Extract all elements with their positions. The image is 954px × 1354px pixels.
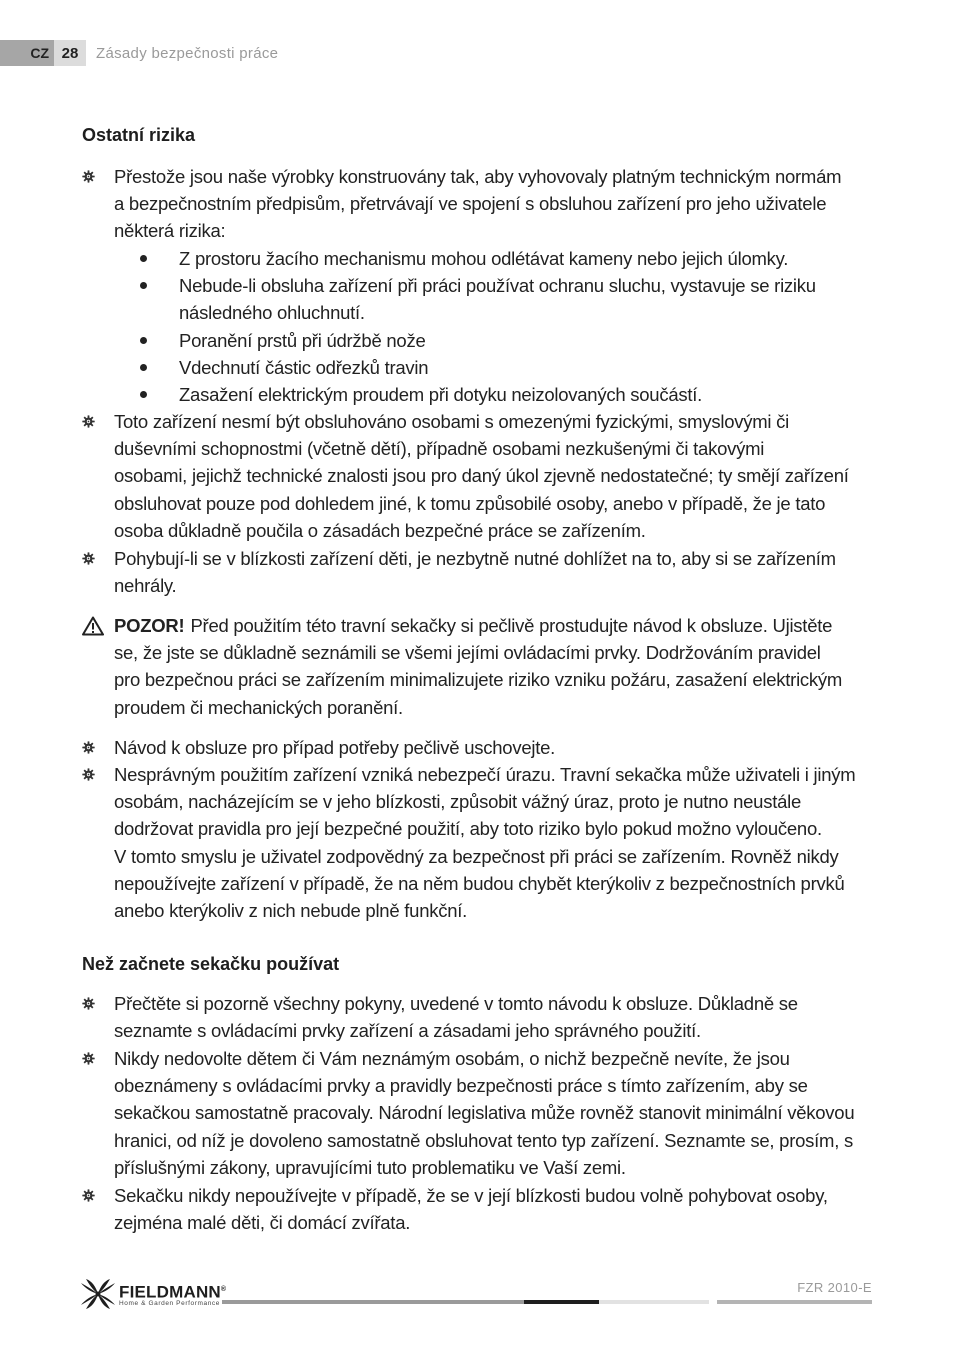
page-number: 28 [54,40,86,66]
fan-logo-icon [80,1277,116,1311]
brand-tagline: Home & Garden Performance [119,1300,220,1308]
paragraph-children: Pohybují-li se v blízkosti zařízení děti, je nezbytně nutné dohlížet na to, aby si se zařízením nehrály. [114,548,836,597]
risk-item-stones: Z prostoru žacího mechanismu mohou odlétávat kameny nebo jejich úlomky. [179,248,789,269]
footer-rule-light [599,1300,709,1304]
section-title: Zásady bezpečnosti práce [96,44,279,62]
bullet-dot [140,337,147,344]
paragraph-restricted-persons: Toto zařízení nesmí být obsluhováno osobami s omezenými fyzickými, smyslovými či duševními schopnostmi (včetně dětí), případně osobami nezkušenými či takovými osobami, jejichž technické znalosti jsou pro daný úkol zjevně nedostatečné; ty smějí zařízení obsluhovat pouze pod dohledem jiné, k tomu způsobilé osoby, anebo v případě, že je tato osoba důkladně poučila o zásadách bezpečné práce se zařízením. [114,411,849,541]
fieldmann-logo [80,1277,226,1311]
paragraph-keep-manual: Návod k obsluze pro případ potřeby pečlivě uschovejte. [114,737,556,758]
paragraph-minimum-age: Nikdy nedovolte dětem či Vám neznámým osobám, o nichž bezpečně nevíte, že jsou obeznámeny s ovládacími prvky a pravidly bezpečnosti práce s tímto zařízením, aby se sekačkou samostatně pracovaly. Národní legislativa může rovněž stanovit minimální věkovou hranici, od níž je dovoleno samostatně obsluhovat tento typ zařízení. Seznamte se, prosím, s příslušnými zákony, upravujícími tuto problematiku ve Vaší zemi. [114,1048,855,1178]
brand-name: FIELDMANN® [119,1282,227,1302]
gear-bullet-icon [82,1189,95,1202]
gear-bullet-icon [82,997,95,1010]
gear-bullet-icon [82,741,95,754]
risk-item-hearing: Nebude-li obsluha zařízení při práci používat ochranu sluchu, vystavuje se riziku následného ohluchnutí. [179,275,816,324]
gear-bullet-icon [82,768,95,781]
language-code: CZ [0,40,54,66]
bullet-dot [140,364,147,371]
bullet-dot [140,282,147,289]
gear-bullet-icon [82,1052,95,1065]
heading-before-use: Než začnete sekačku používat [82,954,340,974]
model-number: FZR 2010-E [797,1280,872,1295]
bullet-dot [140,391,147,398]
bullet-dot [140,255,147,262]
footer-rule-dark [524,1300,599,1304]
gear-bullet-icon [82,552,95,565]
warning-triangle-icon [82,616,104,636]
paragraph-read-instructions: Přečtěte si pozorně všechny pokyny, uvedené v tomto návodu k obsluze. Důkladně se seznamte s ovládacími prvky zařízení a zásadami jeho správného použití. [114,993,798,1042]
gear-bullet-icon [82,170,95,183]
paragraph-residual-risks: Přestože jsou naše výrobky konstruovány tak, aby vyhovovaly platným technickým normám a bezpečnostním předpisům, přetrvávají ve spojení s obsluhou zařízení pro jeho uživatele některá rizika: [114,166,842,242]
risk-item-electric: Zasažení elektrickým proudem při dotyku neizolovaných součástí. [179,384,703,405]
footer-rule-mid [717,1300,872,1304]
gear-bullet-icon [82,415,95,428]
heading-other-risks: Ostatní rizika [82,125,196,145]
footer-rule-gray [222,1300,524,1304]
warning-label: POZOR! [114,615,185,636]
page-header [0,40,278,66]
paragraph-bystanders: Sekačku nikdy nepoužívejte v případě, že se v její blízkosti budou volně pohybovat osoby, zejména malé děti, či domácí zvířata. [114,1185,828,1234]
risk-item-fingers: Poranění prstů při údržbě nože [179,330,426,351]
paragraph-improper-use: Nesprávným použitím zařízení vzniká nebezpečí úrazu. Travní sekačka může uživateli i jiným osobám, nacházejícím se v jeho blízkosti, způsobit vážný úraz, proto je nutno neustále dodržovat pravidla pro její bezpečné použití, aby toto riziko bylo pokud možno vyloučeno. V tomto smyslu je uživatel zodpovědný za bezpečnost při práci se zařízením. Rovněž nikdy nepoužívejte zařízení v případě, že na něm budou chybět kterýkoliv z bezpečnostních prvků anebo kterýkoliv z nich nebude plně funkční. [114,764,856,922]
warning-paragraph: POZOR! Před použitím této travní sekačky si pečlivě prostudujte návod k obsluze. Ujistěte se, že jste se důkladně seznámili se všemi jejími ovládacími prvky. Dodržováním pravidel pro bezpečnou práci se zařízením minimalizujete riziko vzniku požáru, zasažení elektrickým proudem či mechanických poranění. [114,615,843,718]
risk-item-inhalation: Vdechnutí částic odřezků travin [179,357,429,378]
